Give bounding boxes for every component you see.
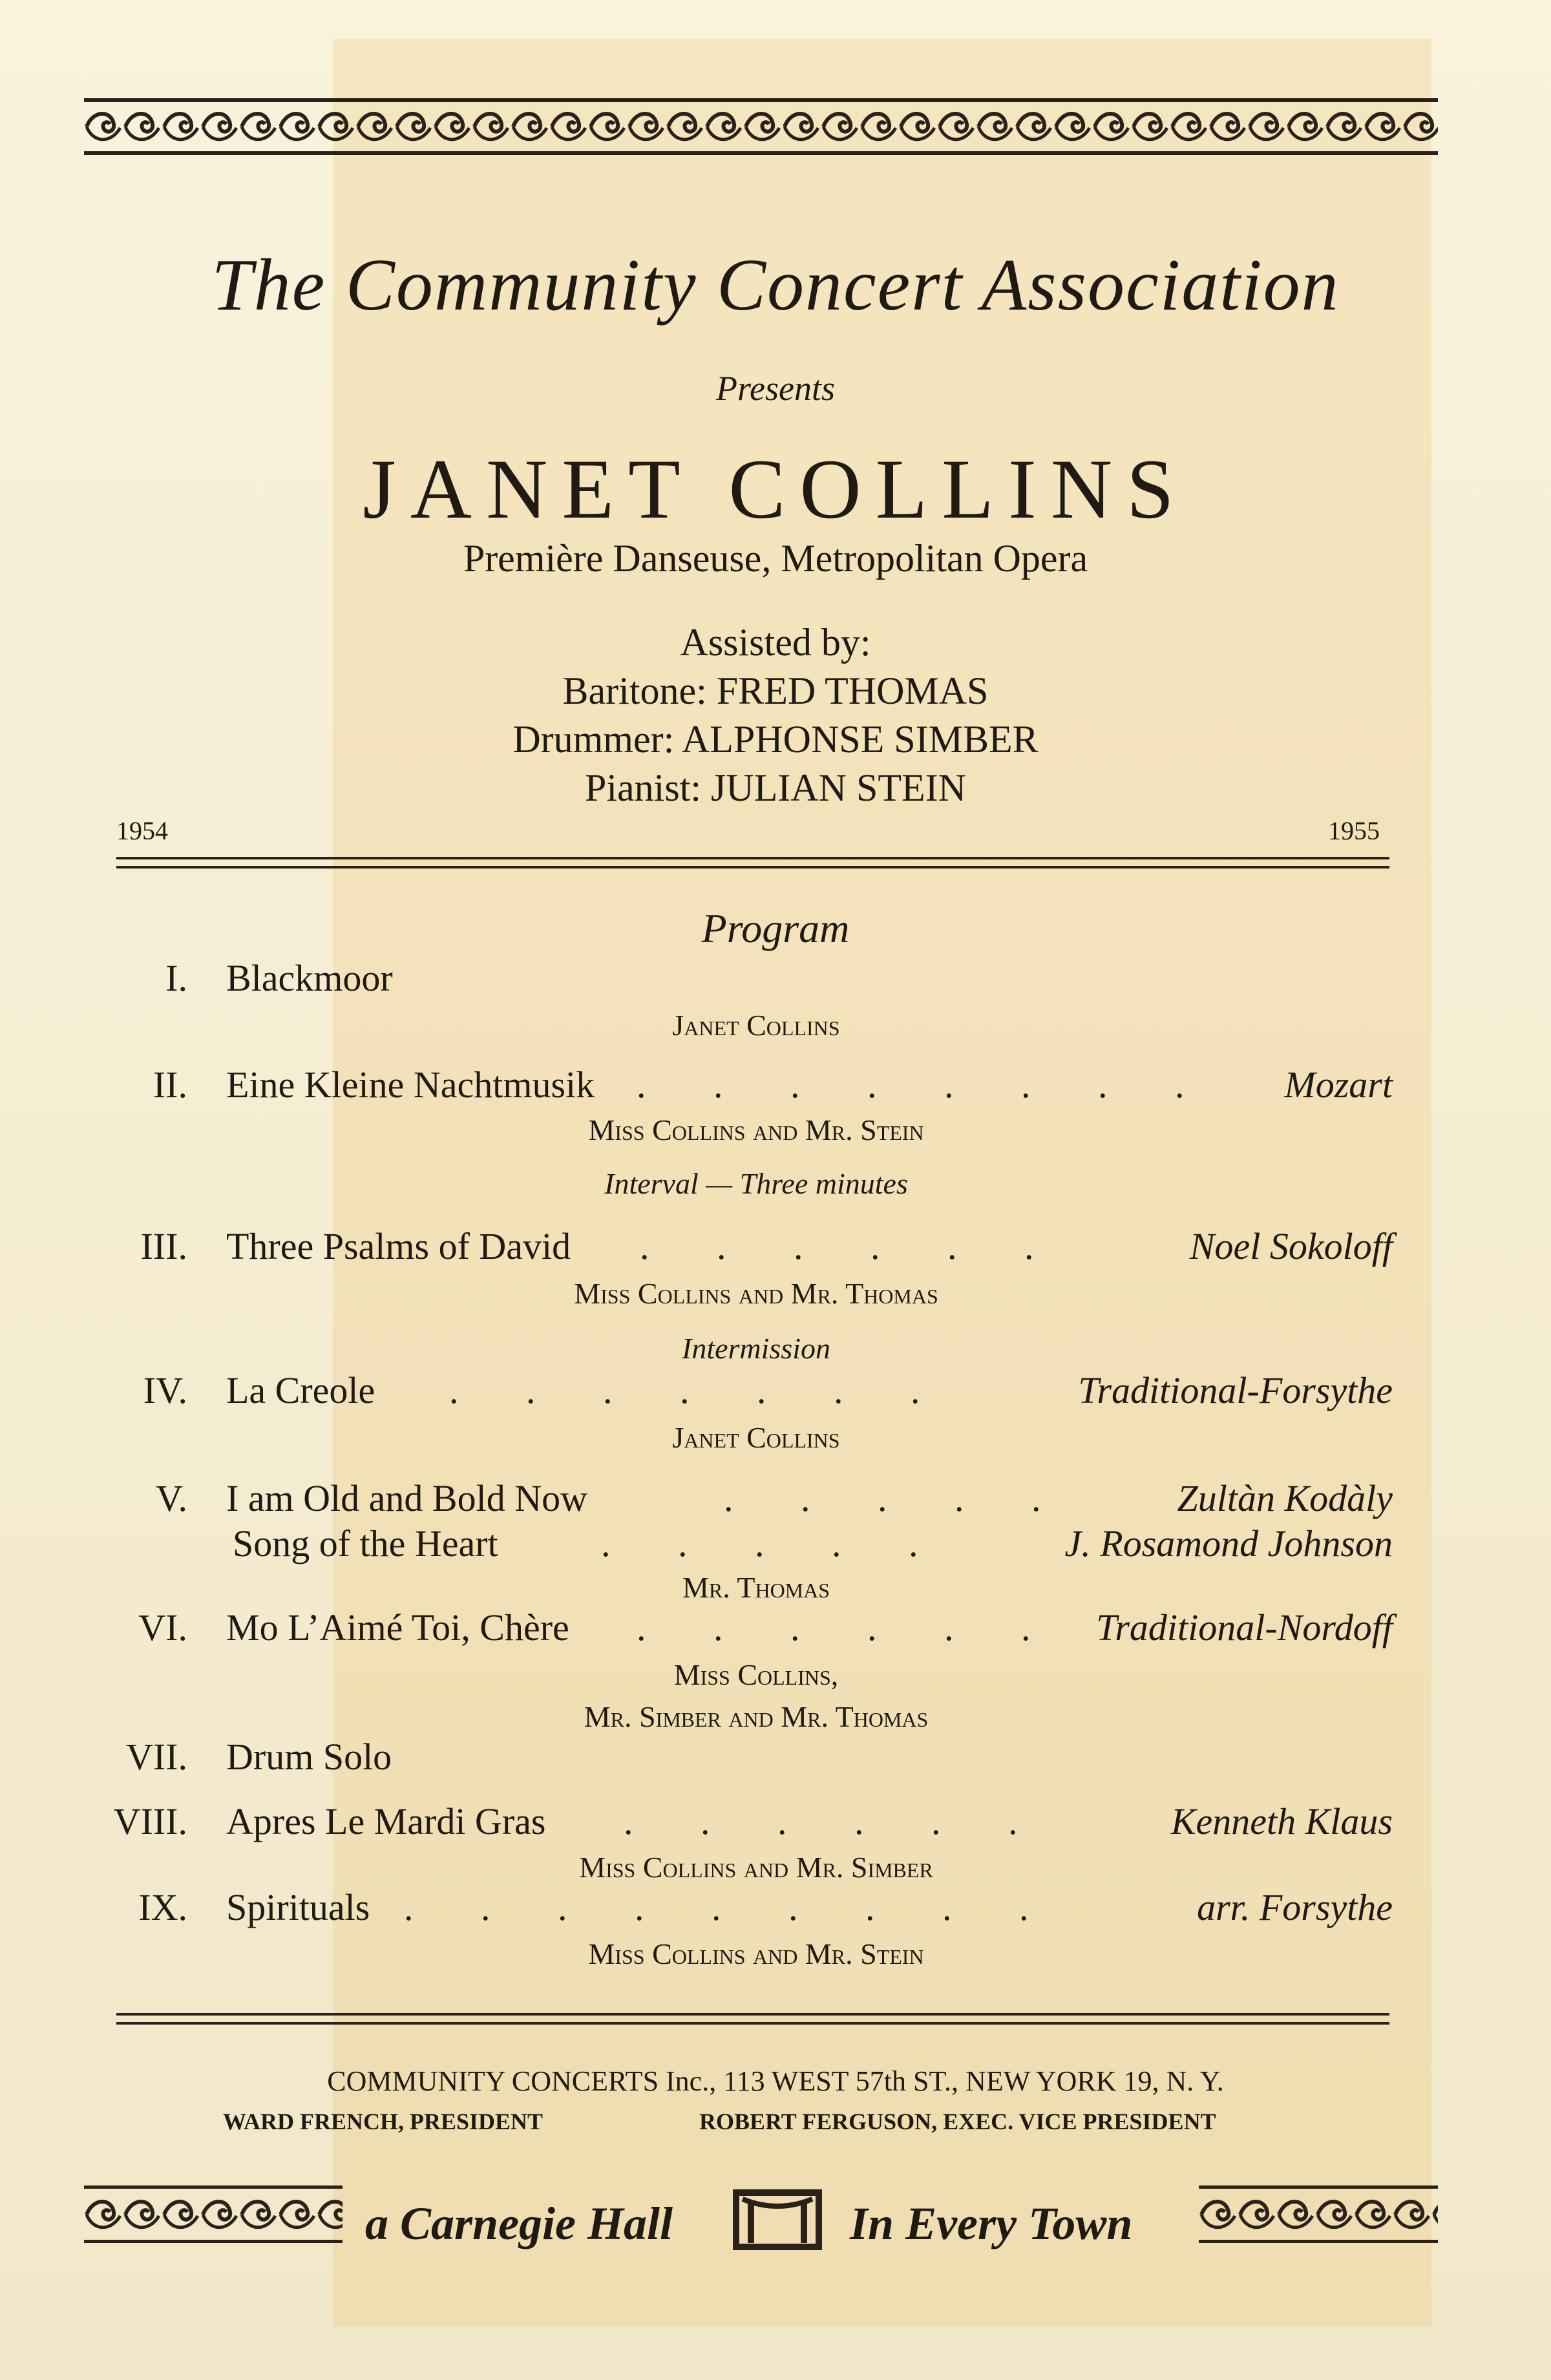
item-composer: Zultàn Kodàly	[1177, 1477, 1393, 1519]
association-title: The Community Concert Association	[211, 244, 1340, 326]
intermission-note: Intermission	[682, 1332, 830, 1365]
bottom-right-ornament	[1199, 2194, 1438, 2235]
item-number: V.	[156, 1477, 187, 1519]
item-title: Apres Le Mardi Gras	[226, 1800, 546, 1842]
divider-upper-2	[116, 866, 1389, 869]
item-leader-dots: . . . . . .	[640, 1225, 1063, 1267]
item-number: VI.	[138, 1606, 187, 1648]
divider-lower-2	[116, 2022, 1389, 2025]
assistant-baritone: Baritone: FRED THOMAS	[562, 669, 989, 712]
presents-label: Presents	[716, 369, 835, 408]
item-title: Drum Solo	[226, 1736, 392, 1778]
item-performers: Miss Collins and Mr. Simber	[579, 1851, 933, 1884]
footer-address: COMMUNITY CONCERTS Inc., 113 WEST 57th ST., NEW YORK 19, N. Y.	[327, 2065, 1224, 2097]
item-performers: Miss Collins and Mr. Stein	[588, 1113, 924, 1146]
item-performers: Mr. Thomas	[682, 1571, 830, 1604]
divider-lower-1	[116, 2013, 1389, 2016]
item-composer: J. Rosamond Johnson	[1064, 1522, 1393, 1564]
item-number: III.	[140, 1225, 187, 1267]
item-title: Blackmoor	[226, 957, 393, 999]
item-leader-dots: . . . . . . . . .	[404, 1886, 1058, 1928]
assistant-drummer: Drummer: ALPHONSE SIMBER	[512, 718, 1039, 761]
item-number: IX.	[138, 1886, 187, 1928]
interval-note: Interval — Three minutes	[604, 1167, 908, 1200]
bottom-right-rule-lower	[1199, 2240, 1438, 2243]
item-composer: Noel Sokoloff	[1189, 1225, 1393, 1267]
item-number: I.	[165, 957, 187, 999]
item-title: Three Psalms of David	[226, 1225, 571, 1267]
item-title: Eine Kleine Nachtmusik	[226, 1064, 595, 1106]
footer-president: WARD FRENCH, PRESIDENT	[223, 2109, 543, 2134]
footer-vice-president: ROBERT FERGUSON, EXEC. VICE PRESIDENT	[699, 2109, 1216, 2134]
bottom-left-ornament	[84, 2194, 343, 2235]
item-number: IV.	[143, 1369, 187, 1411]
item-composer: arr. Forsythe	[1197, 1886, 1393, 1928]
item-performers: Miss Collins and Mr. Stein	[588, 1937, 924, 1970]
year-left: 1954	[116, 816, 168, 845]
item-leader-dots: . . . . .	[601, 1522, 947, 1564]
item-number: VIII.	[113, 1800, 187, 1842]
item-composer: Traditional-Nordoff	[1096, 1606, 1393, 1648]
bottom-right-rule-upper	[1199, 2185, 1438, 2189]
item-title: Mo L’Aimé Toi, Chère	[226, 1606, 569, 1648]
item-performers: Mr. Simber and Mr. Thomas	[584, 1700, 929, 1733]
bottom-left-rule-upper	[84, 2185, 343, 2189]
item-performers: Miss Collins and Mr. Thomas	[574, 1277, 938, 1310]
bottom-left-rule-lower	[84, 2240, 343, 2243]
top-border-rule-upper	[84, 98, 1438, 102]
item-title: I am Old and Bold Now	[226, 1477, 587, 1519]
item-leader-dots: . . . . . . . .	[637, 1064, 1214, 1106]
top-border-rule-lower	[84, 151, 1438, 155]
star-subtitle: Première Danseuse, Metropolitan Opera	[463, 537, 1088, 580]
item-performers: Miss Collins,	[673, 1658, 839, 1691]
item-number: II.	[153, 1064, 187, 1106]
divider-upper-1	[116, 857, 1389, 859]
assisted-label: Assisted by:	[680, 621, 871, 664]
item-leader-dots: . . . . . . .	[449, 1369, 949, 1411]
item-composer: Kenneth Klaus	[1170, 1800, 1393, 1842]
slogan-right: In Every Town	[850, 2198, 1133, 2249]
item-leader-dots: . . . . . .	[637, 1606, 1060, 1648]
assistant-pianist: Pianist: JULIAN STEIN	[585, 766, 966, 809]
slogan-left: a Carnegie Hall	[365, 2198, 673, 2249]
item-performers: Janet Collins	[672, 1009, 840, 1042]
item-performers: Janet Collins	[672, 1421, 840, 1454]
carnegie-hall-stage-icon	[732, 2187, 823, 2252]
item-leader-dots: . . . . . .	[624, 1800, 1047, 1842]
item-title: Spirituals	[226, 1886, 370, 1928]
top-ornament-band	[84, 106, 1438, 147]
year-right: 1955	[1328, 816, 1380, 845]
item-title: Song of the Heart	[233, 1522, 498, 1564]
program-heading: Program	[701, 905, 850, 951]
star-name: JANET COLLINS	[363, 441, 1188, 536]
item-title: La Creole	[226, 1369, 375, 1411]
item-number: VII.	[125, 1736, 187, 1778]
item-composer: Traditional-Forsythe	[1078, 1369, 1393, 1411]
item-composer: Mozart	[1284, 1064, 1393, 1106]
item-leader-dots: . . . . .	[724, 1477, 1070, 1519]
